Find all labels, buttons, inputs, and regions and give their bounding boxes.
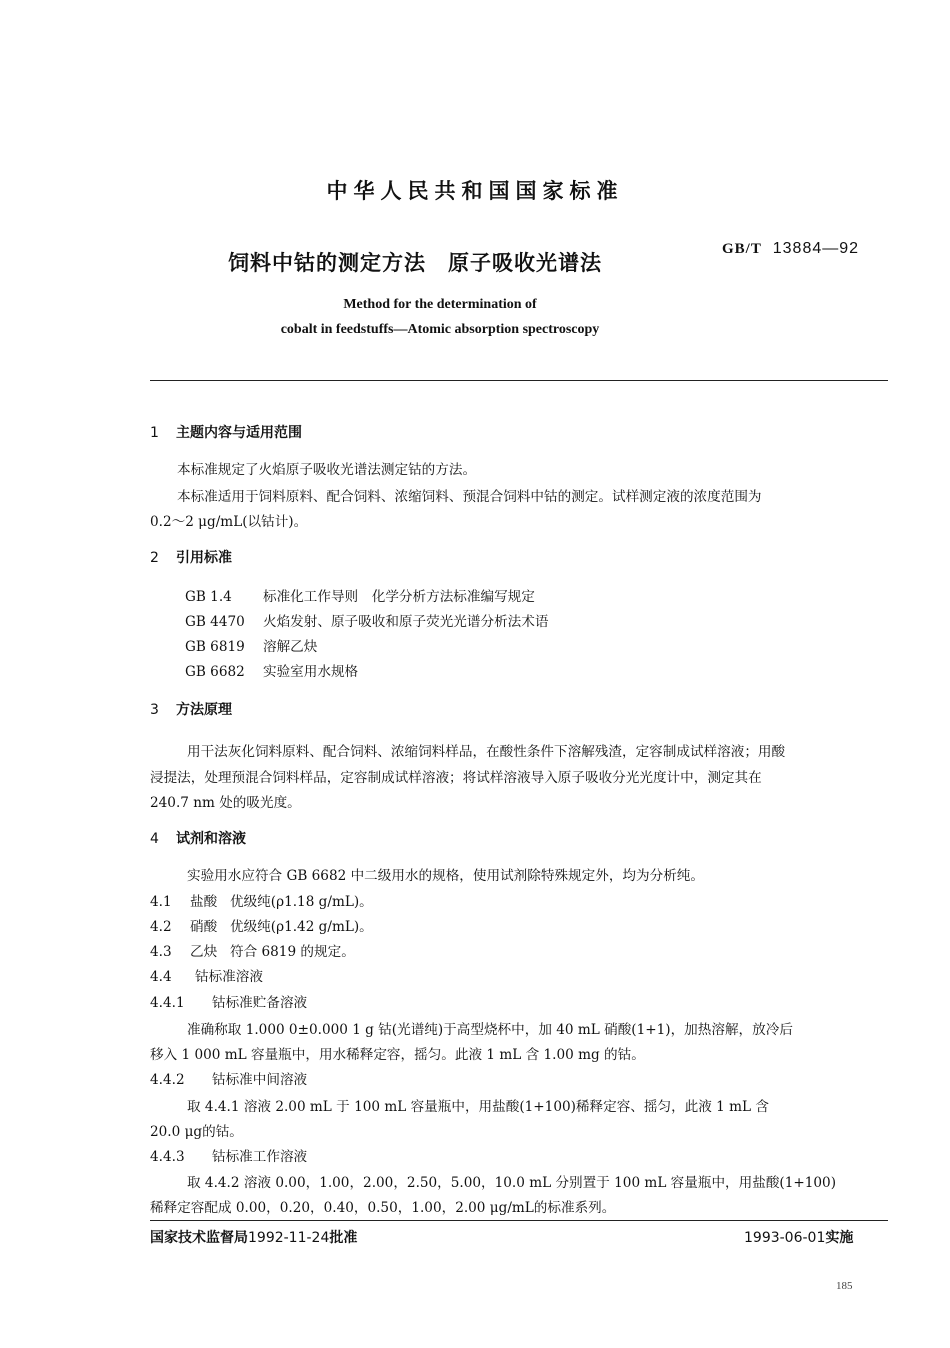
clause-4-4-2: [150, 1068, 307, 1088]
paragraph: 取 4.4.2 溶液 0.00，1.00，2.00，2.50，5.00，10.0 mL 分别置于 100 mL 容量瓶中，用盐酸(1+100): [187, 1175, 837, 1191]
paragraph: 用干法灰化饲料原料、配合饲料、浓缩饲料样品，在酸性条件下溶解残渣，定容制成试样溶液；用酸: [187, 744, 786, 760]
standard-prefix: GB/T: [722, 241, 762, 257]
reference-item: [185, 660, 358, 680]
national-standard-heading: 中华人民共和国国家标准: [326, 179, 624, 203]
clause-title: 钴标准中间溶液: [212, 1072, 308, 1088]
clause-text: 优级纯(ρ1.18 g/mL)。: [230, 894, 373, 910]
reference-code: GB 6819: [185, 639, 245, 655]
document-title-en-line2: cobalt in feedstuffs—Atomic absorption spectroscopy: [280, 322, 600, 337]
reference-item: [185, 585, 535, 605]
paragraph: 准确称取 1.000 0±0.000 1 g 钴(光谱纯)于高型烧杯中，加 40 mL 硝酸(1+1)，加热溶解，放冷后: [187, 1022, 793, 1038]
reference-name: 火焰发射、原子吸收和原子荧光光谱分析法术语: [263, 614, 549, 630]
clause-4-4-3: [150, 1145, 307, 1165]
clause-number: 4.1: [150, 894, 172, 910]
clause-4-1: [150, 890, 373, 910]
clause-4-4-1: [150, 991, 307, 1011]
section-number: 2: [150, 550, 159, 566]
reference-code: GB 4470: [185, 614, 245, 630]
clause-text: 优级纯(ρ1.42 g/mL)。: [230, 919, 373, 935]
clause-title: 钴标准贮备溶液: [212, 995, 308, 1011]
implementation-label: 实施: [825, 1230, 854, 1246]
clause-title: 乙炔: [190, 944, 218, 960]
implementation-date: 1993-06-01: [744, 1230, 826, 1246]
section-3-heading: [150, 699, 232, 719]
clause-title: 硝酸: [190, 919, 218, 935]
clause-4-3: [150, 940, 355, 960]
approval-line: [150, 1227, 357, 1247]
paragraph-continued: 0.2～2 μg/mL(以钴计)。: [150, 514, 308, 530]
paragraph-continued: 移入 1 000 mL 容量瓶中，用水稀释定容，摇匀。此液 1 mL 含 1.00 mg 的钴。: [150, 1047, 645, 1063]
paragraph-continued: 浸提法，处理预混合饲料样品，定容制成试样溶液；将试样溶液导入原子吸收分光光度计中，测定其在: [150, 770, 762, 786]
standard-number: 13884—92: [772, 240, 860, 257]
document-title-en-line1: Method for the determination of: [343, 297, 537, 312]
clause-number: 4.4.1: [150, 995, 185, 1011]
reference-name: 实验室用水规格: [263, 664, 359, 680]
page-number: 185: [836, 1280, 853, 1292]
section-4-heading: [150, 828, 246, 848]
paragraph-continued: 20.0 μg的钴。: [150, 1124, 243, 1140]
approval-org: 国家技术监督局: [150, 1230, 248, 1246]
clause-title: 钴标准溶液: [195, 969, 263, 985]
clause-number: 4.4.2: [150, 1072, 185, 1088]
paragraph: 取 4.4.1 溶液 2.00 mL 于 100 mL 容量瓶中，用盐酸(1+100)稀释定容、摇匀，此液 1 mL 含: [187, 1099, 769, 1115]
section-title: 方法原理: [176, 702, 232, 718]
section-number: 4: [150, 831, 159, 847]
standard-code: [722, 240, 859, 258]
paragraph: 本标准适用于饲料原料、配合饲料、浓缩饲料、预混合饲料中钴的测定。试样测定液的浓度范围为: [177, 489, 762, 505]
approval-date: 1992-11-24: [248, 1230, 330, 1246]
footer-divider: [150, 1220, 888, 1221]
reference-item: [185, 635, 317, 655]
clause-number: 4.2: [150, 919, 172, 935]
reference-item: [185, 610, 548, 630]
clause-number: 4.4: [150, 969, 172, 985]
clause-4-2: [150, 915, 373, 935]
section-title: 引用标准: [176, 550, 232, 566]
section-number: 3: [150, 702, 159, 718]
clause-4-4: [150, 965, 263, 985]
reference-name: 标准化工作导则 化学分析方法标准编写规定: [263, 589, 535, 605]
section-title: 主题内容与适用范围: [176, 425, 302, 441]
clause-title: 盐酸: [190, 894, 218, 910]
reference-code: GB 6682: [185, 664, 245, 680]
reference-name: 溶解乙炔: [263, 639, 318, 655]
clause-number: 4.3: [150, 944, 172, 960]
document-title-cn: 饲料中钴的测定方法 原子吸收光谱法: [228, 251, 602, 275]
approval-label: 批准: [329, 1230, 358, 1246]
section-2-heading: [150, 547, 232, 567]
section-1-heading: [150, 422, 302, 442]
clause-text: 符合 6819 的规定。: [230, 944, 355, 960]
clause-title: 钴标准工作溶液: [212, 1149, 308, 1165]
header-divider: [150, 380, 888, 381]
paragraph: 实验用水应符合 GB 6682 中二级用水的规格，使用试剂除特殊规定外，均为分析纯。: [187, 868, 704, 884]
paragraph-continued: 稀释定容配成 0.00，0.20，0.40，0.50，1.00，2.00 μg/mL的标准系列。: [150, 1200, 616, 1216]
implementation-line: [744, 1227, 853, 1247]
section-title: 试剂和溶液: [176, 831, 246, 847]
paragraph: 本标准规定了火焰原子吸收光谱法测定钴的方法。: [177, 462, 477, 478]
section-number: 1: [150, 425, 159, 441]
paragraph-continued: 240.7 nm 处的吸光度。: [150, 795, 301, 811]
reference-code: GB 1.4: [185, 589, 232, 605]
clause-number: 4.4.3: [150, 1149, 185, 1165]
